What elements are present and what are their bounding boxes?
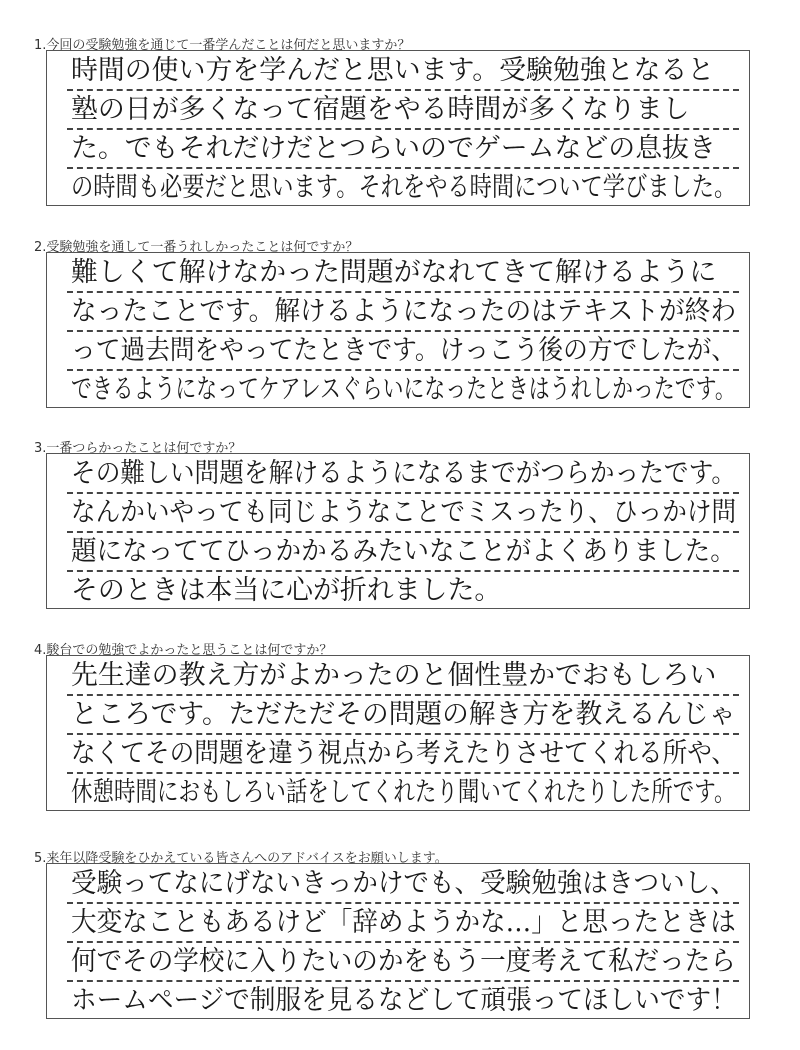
handwritten-answer-line: ホームページで制服を見るなどして頑張ってほしいです！ [71, 985, 737, 1016]
question-label: 2.受験勉強を通して一番うれしかったことは何ですか？ [34, 240, 359, 255]
answer-box [46, 50, 750, 206]
handwritten-answer-line: その難しい問題を解けるようになるまでがつらかったです。 [71, 458, 737, 489]
handwritten-answer-line: って過去問をやってたときです。けっこう後の方でしたが、 [71, 335, 737, 366]
handwritten-answer-line: 大変なこともあるけど「辞めようかな…」と思ったときは [71, 907, 736, 938]
handwritten-answer-line: 先生達の教え方がよかったのと個性豊かでおもしろい [71, 660, 717, 691]
answer-box [46, 655, 750, 811]
handwritten-answer-line: た。でもそれだけだとつらいのでゲームなどの息抜き [71, 133, 716, 164]
handwritten-answer-line: できるようになってケアレスぐらいになったときはうれしかったです。 [71, 374, 736, 405]
handwritten-answer-line: ところです。ただただその問題の解き方を教えるんじゃ [71, 699, 736, 730]
question-label: 1.今回の受験勉強を通じて一番学んだことは何だと思いますか？ [34, 38, 411, 53]
handwritten-answer-line: なったことです。解けるようになったのはテキストが終わ [71, 296, 737, 327]
handwritten-answer-line: なんかいやっても同じようなことでミスったり、ひっかけ問 [71, 497, 737, 528]
handwritten-answer-line: なくてその問題を違う視点から考えたりさせてくれる所や、 [71, 738, 737, 769]
answer-box [46, 863, 750, 1019]
question-label: 4.駿台での勉強でよかったと思うことは何ですか？ [34, 643, 333, 658]
handwritten-answer-line: の時間も必要だと思います。それをやる時間について学びました。 [71, 172, 737, 203]
handwritten-answer-line: 難しくて解けなかった問題がなれてきて解けるように [71, 257, 717, 288]
handwritten-answer-line: 受験ってなにげないきっかけでも、受験勉強はきついし、 [71, 868, 736, 899]
question-label: 5.来年以降受験をひかえている皆さんへのアドバイスをお願いします。 [34, 851, 448, 866]
answer-box [46, 252, 750, 408]
question-label: 3.一番つらかったことは何ですか？ [34, 441, 242, 456]
handwritten-answer-line: 時間の使い方を学んだと思います。受験勉強となると [71, 55, 715, 86]
handwritten-answer-line: そのときは本当に心が折れました。 [71, 575, 502, 606]
answer-box [46, 453, 750, 609]
handwritten-answer-line: 休憩時間におもしろい話をしてくれたり聞いてくれたりした所です。 [71, 777, 736, 808]
handwritten-answer-line: 塾の日が多くなって宿題をやる時間が多くなりまし [71, 94, 690, 125]
handwritten-answer-line: 何でその学校に入りたいのかをもう一度考えて私だったら [71, 946, 736, 977]
handwritten-answer-line: 題になっててひっかかるみたいなことがよくありました。 [71, 536, 736, 567]
